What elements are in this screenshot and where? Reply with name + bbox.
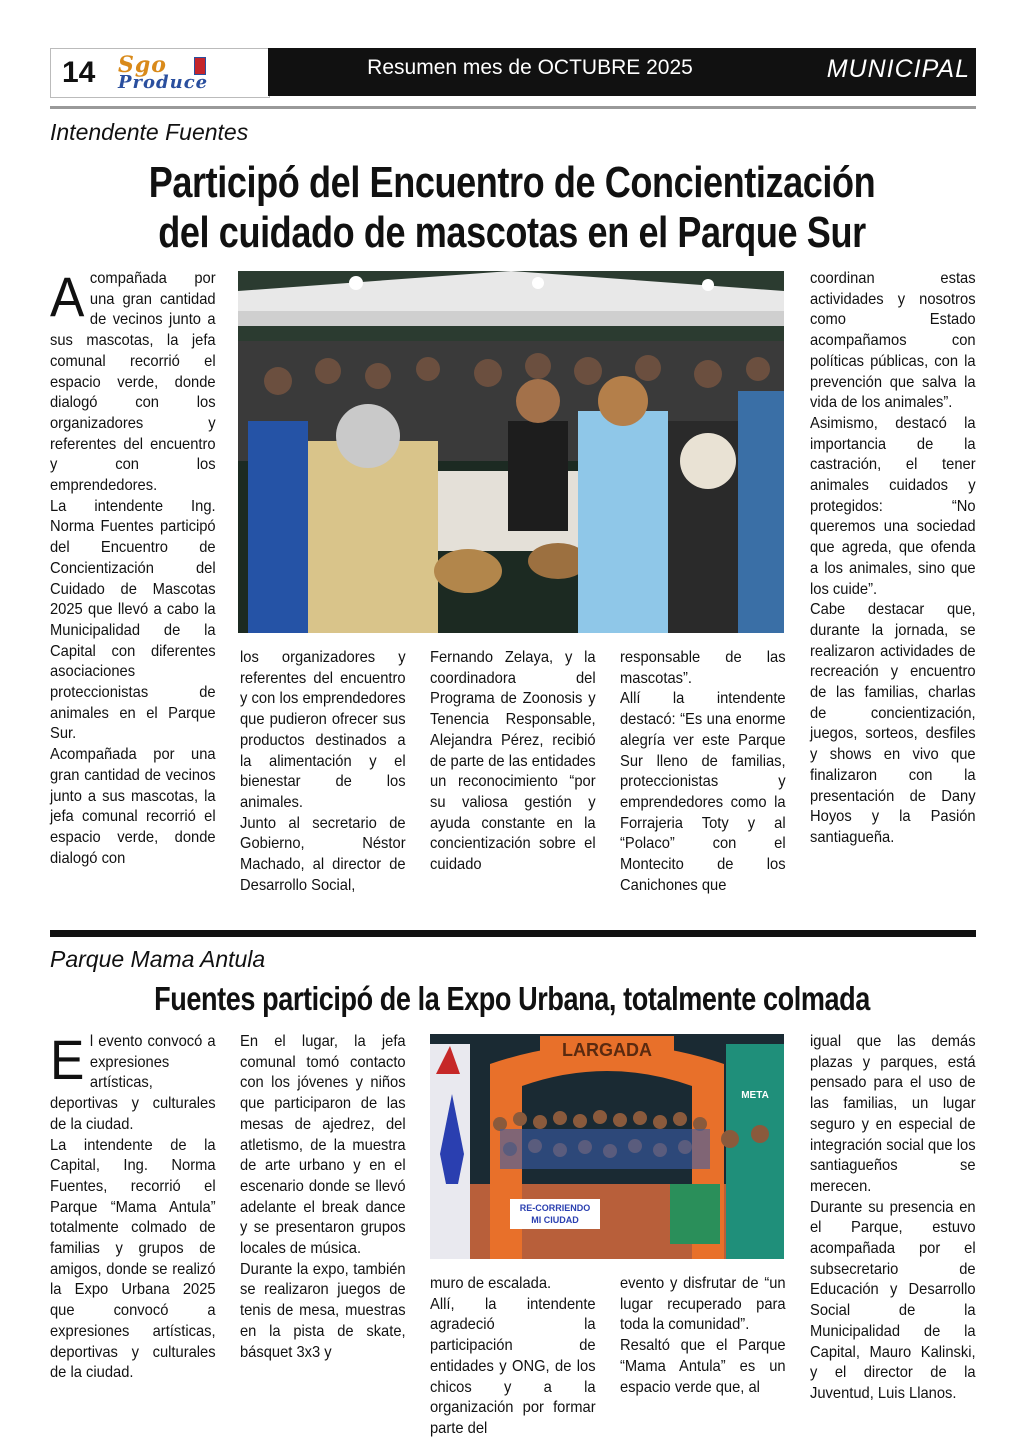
article2-column-4: evento y disfrutar de “un lugar recuperado para toda la comunidad”. Resaltó que el Parque “Mama Antula” es un espacio verde que, al xyxy=(620,1275,786,1396)
header-rule xyxy=(50,106,976,109)
article1-column-2: los organizadores y referentes del encuentro y con los emprendedores que pudieron ofrecer sus productos destinados a la alimentación y el bienestar de los animales. Junto al secretario de Gobierno, Néstor Machado, al director de Desarrollo Social, xyxy=(240,649,406,894)
article2-column-1: El evento convocó a expresiones artísticas, deportivas y culturales de la ciudad. La intendente de la Capital, Ing. Norma Fuentes, recorrió el Parque “Mama Antula” totalmente colmado de familias y grupos de amigos, donde se realizó la Expo Urbana 2025 que convocó a expresiones artísticas, deportivas y culturales de la ciudad. xyxy=(50,1028,216,1382)
article2-column-3: muro de escalada. Allí, la intendente agradeció la participación de entidades y ONG, de los chicos y a la organización por formar parte del xyxy=(430,1275,596,1437)
article2-column-5: igual que las demás plazas y parques, está pensado para el uso de las familias, un lugar seguro y en especial de integración social que los santiagueños se merecen. Durante su presencia en el Parque, estuvo acompañada por el subsecretario de Educación y Desarrollo Social de la Municipalidad de la Capital, Mauro Kalinski, y el director de la Juventud, Luis Llanos. xyxy=(810,1033,976,1402)
article2-kicker: Parque Mama Antula xyxy=(50,946,266,972)
article2-photo xyxy=(430,1034,784,1259)
article1-photo xyxy=(238,271,784,633)
section-name: MUNICIPAL xyxy=(826,55,970,83)
drop-cap: E xyxy=(50,1028,85,1091)
article-divider xyxy=(50,930,976,937)
svg-text:RE-CORRIENDO: RE-CORRIENDO xyxy=(519,1203,591,1213)
svg-text:MI CIUDAD: MI CIUDAD xyxy=(531,1215,579,1225)
article2-headline: Fuentes participó de la Expo Urbana, totalmente colmada xyxy=(154,980,870,1017)
publication-logo: Sgo Produce xyxy=(118,52,209,93)
article1-headline: Participó del Encuentro de Concientización del cuidado de mascotas en el Parque Sur xyxy=(148,158,876,257)
article1-column-4: responsable de las mascotas”. Allí la intendente destacó: “Es una enorme alegría ver este Parque Sur lleno de familias, proteccionistas y emprendedores como la Forrajeria Toty y al “Polaco” con el Montecito de los Canichones que xyxy=(620,649,786,894)
issue-date: Resumen mes de OCTUBRE 2025 xyxy=(367,56,693,79)
article1-column-1: Acompañada por una gran cantidad de vecinos junto a sus mascotas, la jefa comunal recorrió el espacio verde, donde dialogó con los organizadores y referentes del encuentro y con los emprendedores. La intendente Ing. Norma Fuentes participó del Encuentro de Concientización del Cuidado de Mascotas 2025 que llevó a cabo la Municipalidad de la Capital con diferentes asociaciones proteccionistas de animales en el Parque Sur. Acompañada por una gran cantidad de vecinos junto a sus mascotas, la jefa comunal recorrió el espacio verde, donde dialogó con xyxy=(50,265,216,867)
article1-kicker: Intendente Fuentes xyxy=(50,119,249,145)
article1-column-3: Fernando Zelaya, y la coordinadora del Programa de Zoonosis y Tenencia Responsable, Alejandra Pérez, recibió de parte de las entidades un reconocimiento “por su valiosa gestión y ayuda constante en la concientización sobre el cuidado xyxy=(430,649,596,874)
svg-text:LARGADA: LARGADA xyxy=(562,1040,652,1060)
article2-column-2: En el lugar, la jefa comunal tomó contacto con los jóvenes y niños que participaron de las mesas de ajedrez, del atletismo, de la muestra de arte urbano y en el escenario donde se llevó adelante el break dance y se presentaron grupos locales de música. Durante la expo, también se realizaron juegos de tenis de mesa, muestras en la pista de skate, básquet 3x3 y xyxy=(240,1033,406,1361)
article1-column-5: coordinan estas actividades y nosotros como Estado acompañamos con políticas públicas, con la prevención que salva la vida de los animales”. Asimismo, destacó la importancia de la castración, el tener animales cuidados y protegidos: “No queremos una sociedad que agreda, que ofenda a los animales, sino que los cuide”. Cabe destacar que, durante la jornada, se realizaron actividades de recreación y encuentro de las familias, charlas de concientización, juegos, sorteos, desfiles y shows en vivo que finalizaron con la presentación de Dany Hoyos y la Pasión santiagueña. xyxy=(810,270,976,846)
svg-text:META: META xyxy=(741,1090,769,1101)
page-number: 14 xyxy=(62,56,96,89)
drop-cap: A xyxy=(50,265,85,328)
